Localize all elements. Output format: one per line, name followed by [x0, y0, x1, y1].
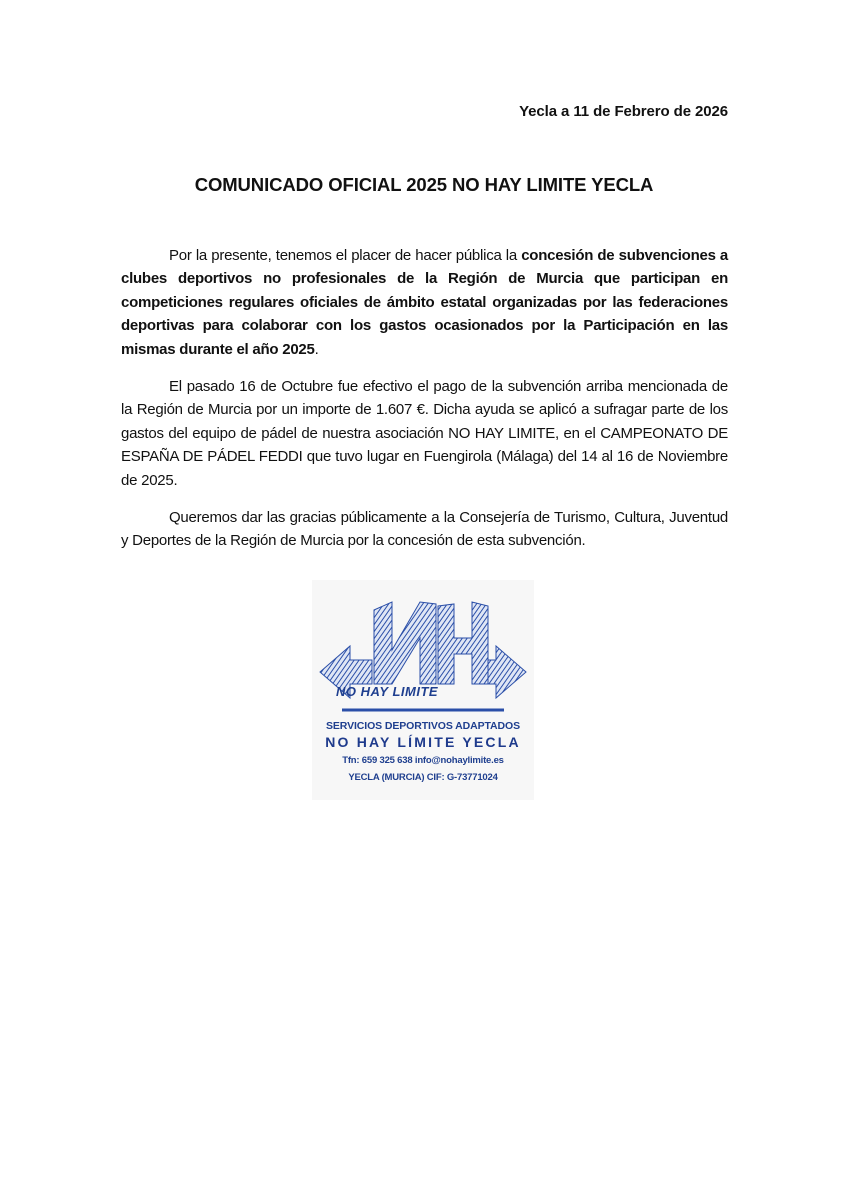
document-body — [121, 244, 728, 567]
logo-address-cif: YECLA (MURCIA) CIF: G-73771024 — [348, 772, 498, 783]
paragraph-3: Queremos dar las gracias públicamente a la Consejería de Turismo, Cultura, Juventud y Deportes de la Región de Murcia por la concesión de esta subvención. — [121, 509, 728, 550]
paragraph-1-bold: concesión de subvenciones a clubes deportivos no profesionales de la Región de Murcia que participan en competiciones regulares oficiales de ámbito estatal organizadas por las federaciones deportivas para colaborar con los gastos ocasionados por la Participación en las mismas durante el año 2025 — [121, 247, 728, 358]
document-date: Yecla a 11 de Febrero de 2026 — [519, 103, 728, 120]
logo-contact: Tfn: 659 325 638 info@nohaylimite.es — [342, 755, 504, 766]
logo-org-name: NO HAY LÍMITE YECLA — [325, 734, 521, 750]
document-title: COMUNICADO OFICIAL 2025 NO HAY LIMITE YECLA — [194, 174, 654, 195]
logo-tagline: NO HAY LIMITE — [336, 684, 439, 699]
paragraph-1 — [121, 244, 728, 361]
paragraph-1-end: . — [314, 340, 319, 358]
paragraph-1-intro: Por la presente, tenemos el placer de hacer pública la — [169, 247, 522, 264]
paragraph-2: El pasado 16 de Octubre fue efectivo el pago de la subvención arriba mencionada de la Región de Murcia por un importe de 1.607 €. Dicha ayuda se aplicó a sufragar parte de los gastos del equipo de pádel de nuestra asociación NO HAY LIMITE, en el CAMPEONATO DE ESPAÑA DE PÁDEL FEDDI que tuvo lugar en Fuengirola (Málaga) del 14 al 16 de Noviembre de 2025. — [121, 378, 728, 489]
nhl-emblem-icon — [312, 580, 534, 720]
no-hay-limite-logo — [312, 580, 534, 800]
logo-services-line: SERVICIOS DEPORTIVOS ADAPTADOS — [325, 720, 520, 732]
